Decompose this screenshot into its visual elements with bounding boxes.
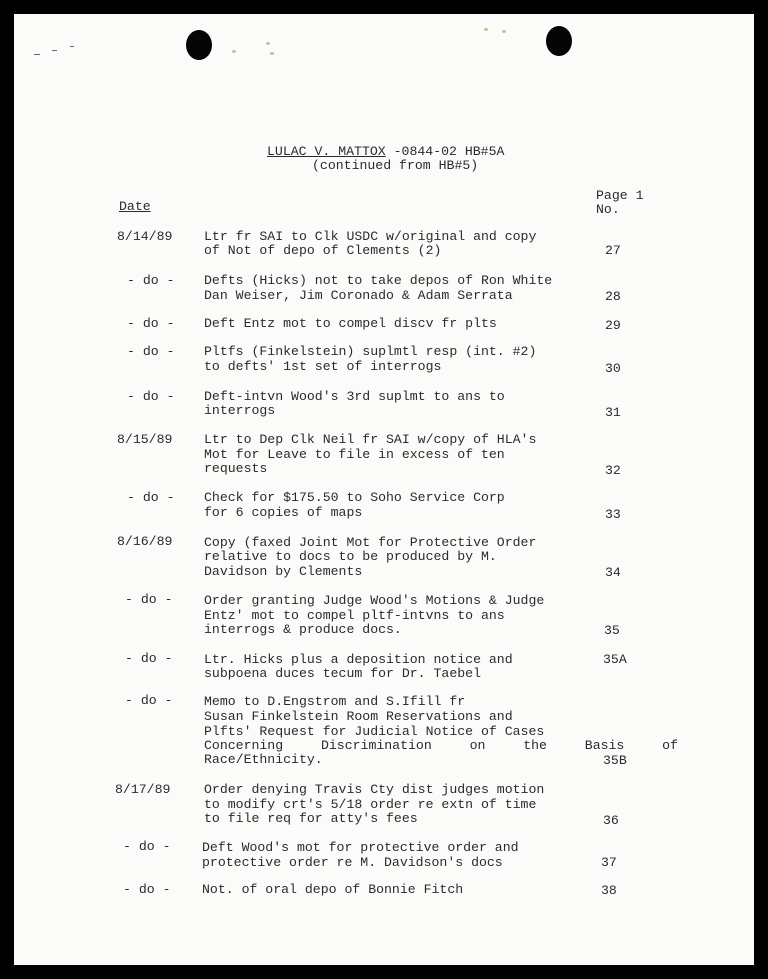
entry-number: 35A xyxy=(603,652,627,667)
entry-description-line: Ltr. Hicks plus a deposition notice and xyxy=(204,652,513,667)
entry-number: 38 xyxy=(601,883,617,898)
entry-date: - do - xyxy=(125,651,173,666)
date-column-header: Date xyxy=(119,199,151,214)
entry-number: 35 xyxy=(604,623,620,638)
entry-number: 34 xyxy=(605,565,621,580)
paper-speck xyxy=(270,52,274,55)
entry-date: - do - xyxy=(125,693,173,708)
entry-description-line: Ltr fr SAI to Clk USDC w/original and copy xyxy=(204,229,537,244)
entry-number: 31 xyxy=(605,405,621,420)
entry-description-line: Memo to D.Engstrom and S.Ifill fr xyxy=(204,694,466,709)
entry-number: 32 xyxy=(605,463,621,478)
entry-date: - do - xyxy=(123,839,171,854)
paper-speck xyxy=(502,30,506,33)
entry-description-line: Ltr to Dep Clk Neil fr SAI w/copy of HLA's xyxy=(204,432,537,447)
paper-speck xyxy=(266,42,270,45)
entry-description-line: for 6 copies of maps xyxy=(204,505,363,520)
entry-number: 29 xyxy=(605,318,621,333)
entry-description-line: Concerning Discrimination on the Basis of xyxy=(204,738,678,753)
entry-number: 30 xyxy=(605,361,621,376)
entry-date: - do - xyxy=(127,344,175,359)
entry-number: 36 xyxy=(603,813,619,828)
entry-description-line: Deft Entz mot to compel discv fr plts xyxy=(204,316,497,331)
entry-description-line: Susan Finkelstein Room Reservations and xyxy=(204,709,513,724)
entry-description-line: of Not of depo of Clements (2) xyxy=(204,243,442,258)
paper-mark xyxy=(70,46,74,47)
paper-speck xyxy=(484,28,488,31)
entry-description-line: Copy (faxed Joint Mot for Protective Order xyxy=(204,535,537,550)
entry-date: 8/16/89 xyxy=(117,534,173,549)
entry-description-line: protective order re M. Davidson's docs xyxy=(202,855,503,870)
entry-description-line: to modify crt's 5/18 order re extn of time xyxy=(204,797,537,812)
entry-description-line: Not. of oral depo of Bonnie Fitch xyxy=(202,882,464,897)
entry-date: - do - xyxy=(127,316,175,331)
entry-description-line: Mot for Leave to file in excess of ten xyxy=(204,447,505,462)
entry-number: 33 xyxy=(605,507,621,522)
page-subtitle: (continued from HB#5) xyxy=(312,158,479,173)
page-column-header: Page 1 xyxy=(596,188,644,203)
paper-speck xyxy=(232,50,236,53)
entry-description-line: Race/Ethnicity. xyxy=(204,752,323,767)
no-column-header: No. xyxy=(596,202,620,217)
entry-date: - do - xyxy=(125,592,173,607)
entry-description-line: Deft-intvn Wood's 3rd suplmt to ans to xyxy=(204,389,505,404)
entry-date: 8/14/89 xyxy=(117,229,173,244)
entry-number: 35B xyxy=(603,753,627,768)
entry-description-line: to file req for atty's fees xyxy=(204,811,418,826)
entry-date: 8/15/89 xyxy=(117,432,173,447)
entry-date: - do - xyxy=(127,389,175,404)
paper-mark xyxy=(34,54,40,55)
entry-number: 27 xyxy=(605,243,621,258)
entry-description-line: Check for $175.50 to Soho Service Corp xyxy=(204,490,505,505)
entry-number: 37 xyxy=(601,855,617,870)
entry-description-line: Deft Wood's mot for protective order and xyxy=(202,840,519,855)
entry-date: 8/17/89 xyxy=(115,782,171,797)
entry-description-line: Entz' mot to compel pltf-intvns to ans xyxy=(204,608,505,623)
entry-description-line: subpoena duces tecum for Dr. Taebel xyxy=(204,666,481,681)
entry-description-line: Plfts' Request for Judicial Notice of Cases xyxy=(204,724,545,739)
entry-description-line: to defts' 1st set of interrogs xyxy=(204,359,442,374)
punch-hole-left xyxy=(186,30,212,60)
entry-description-line: relative to docs to be produced by M. xyxy=(204,549,497,564)
entry-date: - do - xyxy=(127,490,175,505)
entry-description-line: Pltfs (Finkelstein) suplmtl resp (int. #2) xyxy=(204,344,537,359)
entry-number: 28 xyxy=(605,289,621,304)
entry-date: - do - xyxy=(123,882,171,897)
entry-description-line: interrogs xyxy=(204,403,276,418)
case-number: -0844-02 HB#5A xyxy=(385,144,505,159)
entry-description-line: Order granting Judge Wood's Motions & Judge xyxy=(204,593,545,608)
entry-description-line: requests xyxy=(204,461,268,476)
entry-description-line: interrogs & produce docs. xyxy=(204,622,402,637)
entry-description-line: Davidson by Clements xyxy=(204,564,363,579)
entry-description-line: Defts (Hicks) not to take depos of Ron White xyxy=(204,273,553,288)
paper-mark xyxy=(52,50,57,51)
punch-hole-right xyxy=(546,26,572,56)
entry-description-line: Order denying Travis Cty dist judges motion xyxy=(204,782,545,797)
case-name: LULAC V. MATTOX xyxy=(267,144,386,159)
entry-date: - do - xyxy=(127,273,175,288)
entry-description-line: Dan Weiser, Jim Coronado & Adam Serrata xyxy=(204,288,513,303)
document-page xyxy=(14,14,754,965)
